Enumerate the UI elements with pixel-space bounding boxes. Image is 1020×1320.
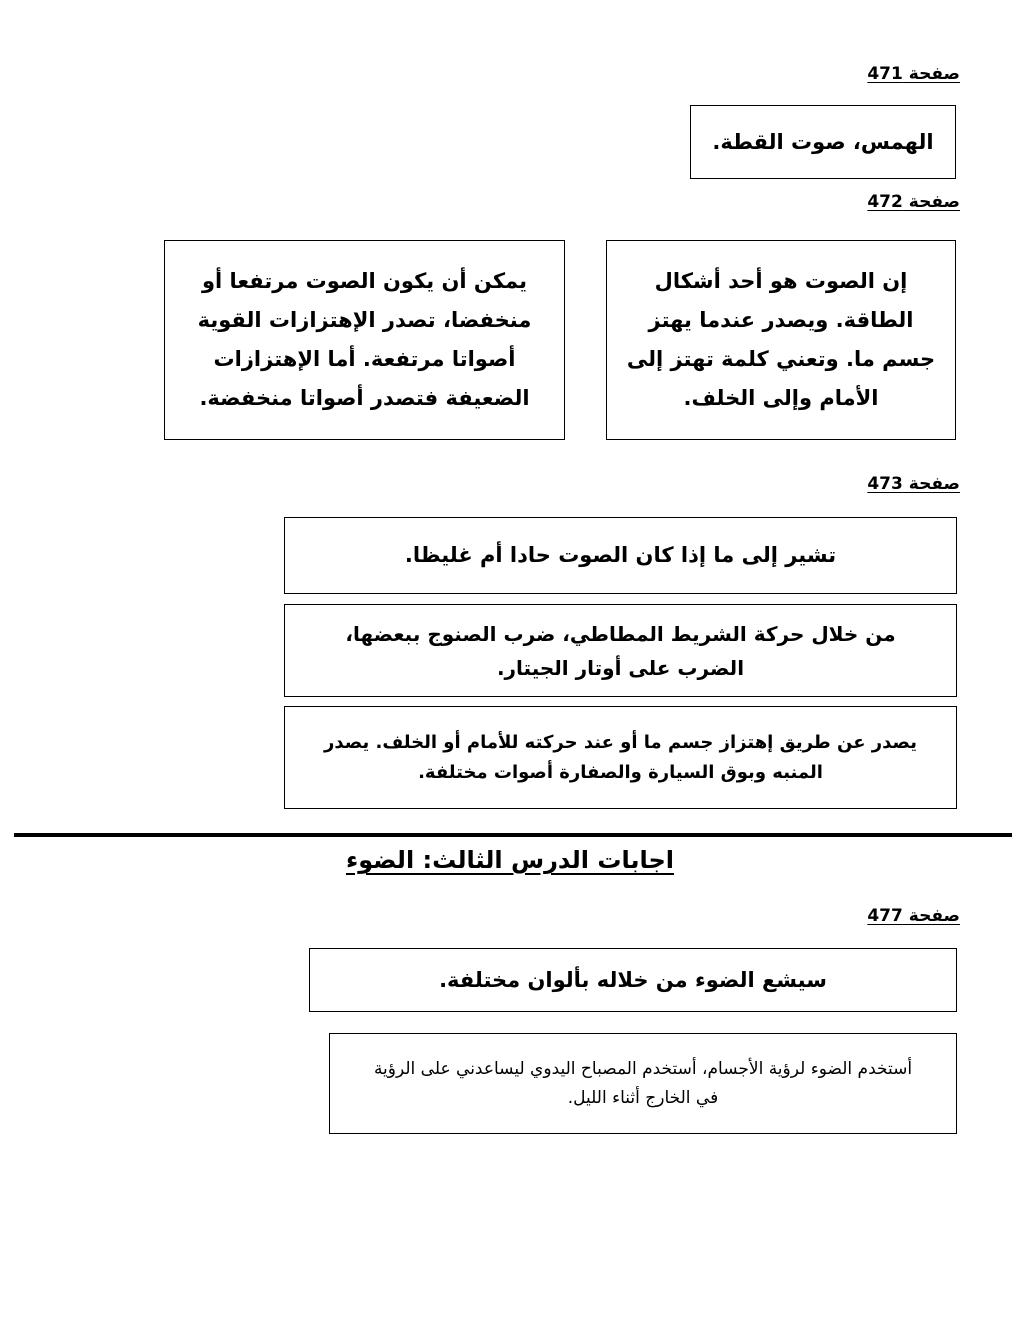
- page-label-477: صفحة 477: [867, 906, 960, 926]
- answer-text: تشير إلى ما إذا كان الصوت حادا أم غليظا.: [404, 543, 837, 567]
- lesson-heading: اجابات الدرس الثالث: الضوء: [345, 846, 675, 874]
- answer-text: سيشع الضوء من خلاله بألوان مختلفة.: [439, 967, 827, 992]
- answer-box-477-1: [309, 948, 957, 1012]
- answer-box-477-2: [329, 1033, 957, 1134]
- page-label-472: صفحة 472: [867, 192, 960, 212]
- answer-box-471: [690, 105, 956, 179]
- answer-text: يمكن أن يكون الصوت مرتفعا أو منخفضا، تصدر الإهتزازات القوية أصواتا مرتفعة. أما الإهتزازات الضعيفة فتصدر أصواتا منخفضة.: [197, 269, 532, 410]
- section-divider: [14, 833, 1012, 837]
- answer-box-473-2: [284, 604, 957, 697]
- answer-box-472-left: [164, 240, 565, 440]
- answer-text: يصدر عن طريق إهتزاز جسم ما أو عند حركته للأمام أو الخلف. يصدر المنبه وبوق السيارة والصفارة أصوات مختلفة.: [323, 731, 918, 783]
- answer-box-472-right: [606, 240, 956, 440]
- answer-text: أستخدم الضوء لرؤية الأجسام، أستخدم المصباح اليدوي ليساعدني على الرؤية في الخارج أثناء الليل.: [373, 1058, 913, 1108]
- answer-text: من خلال حركة الشريط المطاطي، ضرب الصنوج ببعضها، الضرب على أوتار الجيتار.: [345, 621, 896, 680]
- answer-box-473-3: [284, 706, 957, 809]
- page-label-473: صفحة 473: [867, 474, 960, 494]
- answer-text: إن الصوت هو أحد أشكال الطاقة. ويصدر عندما يهتز جسم ما. وتعني كلمة تهتز إلى الأمام وإلى الخلف.: [626, 269, 936, 410]
- page-label-471: صفحة 471: [867, 64, 960, 84]
- answer-text: الهمس، صوت القطة.: [712, 129, 934, 154]
- answer-box-473-1: [284, 517, 957, 594]
